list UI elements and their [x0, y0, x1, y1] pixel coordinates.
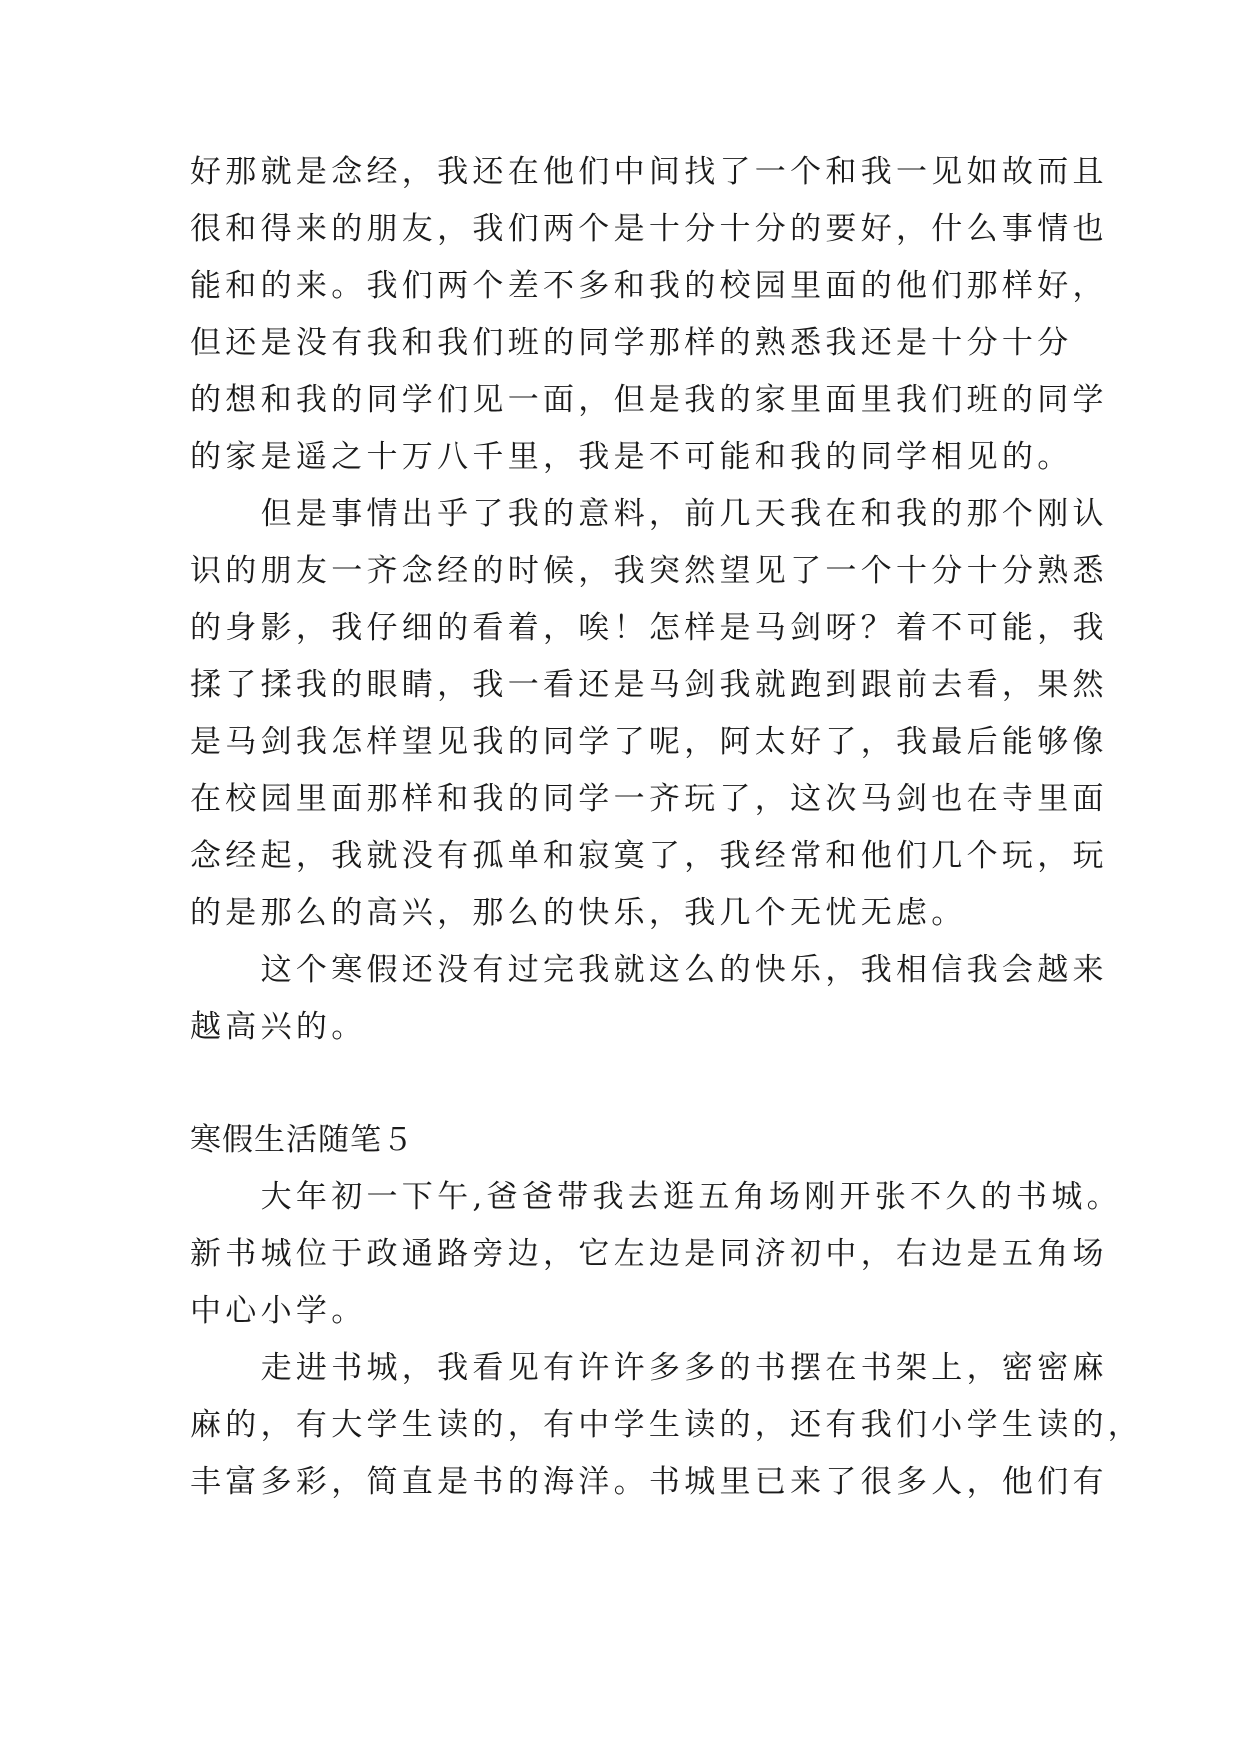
text-line: 好那就是念经，我还在他们中间找了一个和我一见如故而且: [190, 154, 1108, 190]
text-line: 新书城位于政通路旁边，它左边是同济初中，右边是五角场: [190, 1236, 1108, 1272]
text-line: 的家是遥之十万八千里，我是不可能和我的同学相见的。: [190, 439, 1073, 475]
text-line: 能和的来。我们两个差不多和我的校园里面的他们那样好，: [190, 268, 1108, 304]
text-line: 识的朋友一齐念经的时候，我突然望见了一个十分十分熟悉: [190, 553, 1108, 589]
text-line: 是马剑我怎样望见我的同学了呢，阿太好了，我最后能够像: [190, 724, 1108, 760]
text-line: 但是事情出乎了我的意料，前几天我在和我的那个刚认: [190, 496, 1108, 532]
section-title: 寒假生活随笔５: [190, 1122, 414, 1158]
text-line: 的身影，我仔细的看着，唉！怎样是马剑呀？着不可能，我: [190, 610, 1108, 646]
text-line: 麻的，有大学生读的，有中学生读的，还有我们小学生读的，: [190, 1407, 1144, 1443]
text-line: 大年初一下午,爸爸带我去逛五角场刚开张不久的书城。: [190, 1179, 1122, 1215]
text-line: 这个寒假还没有过完我就这么的快乐，我相信我会越来: [190, 952, 1108, 988]
text-line: 念经起，我就没有孤单和寂寞了，我经常和他们几个玩，玩: [190, 838, 1108, 874]
text-line: 很和得来的朋友，我们两个是十分十分的要好，什么事情也: [190, 211, 1108, 247]
text-line: 但还是没有我和我们班的同学那样的熟悉我还是十分十分: [190, 325, 1073, 361]
text-line: 中心小学。: [190, 1293, 367, 1329]
text-line: 在校园里面那样和我的同学一齐玩了，这次马剑也在寺里面: [190, 781, 1108, 817]
text-line: 的是那么的高兴，那么的快乐，我几个无忧无虑。: [190, 895, 967, 931]
text-line: 越高兴的。: [190, 1009, 367, 1045]
text-line: 丰富多彩，简直是书的海洋。书城里已来了很多人，他们有: [190, 1464, 1108, 1500]
text-line: 揉了揉我的眼睛，我一看还是马剑我就跑到跟前去看，果然: [190, 667, 1108, 703]
text-line: 走进书城，我看见有许许多多的书摆在书架上，密密麻: [190, 1350, 1108, 1386]
text-line: 的想和我的同学们见一面，但是我的家里面里我们班的同学: [190, 382, 1108, 418]
